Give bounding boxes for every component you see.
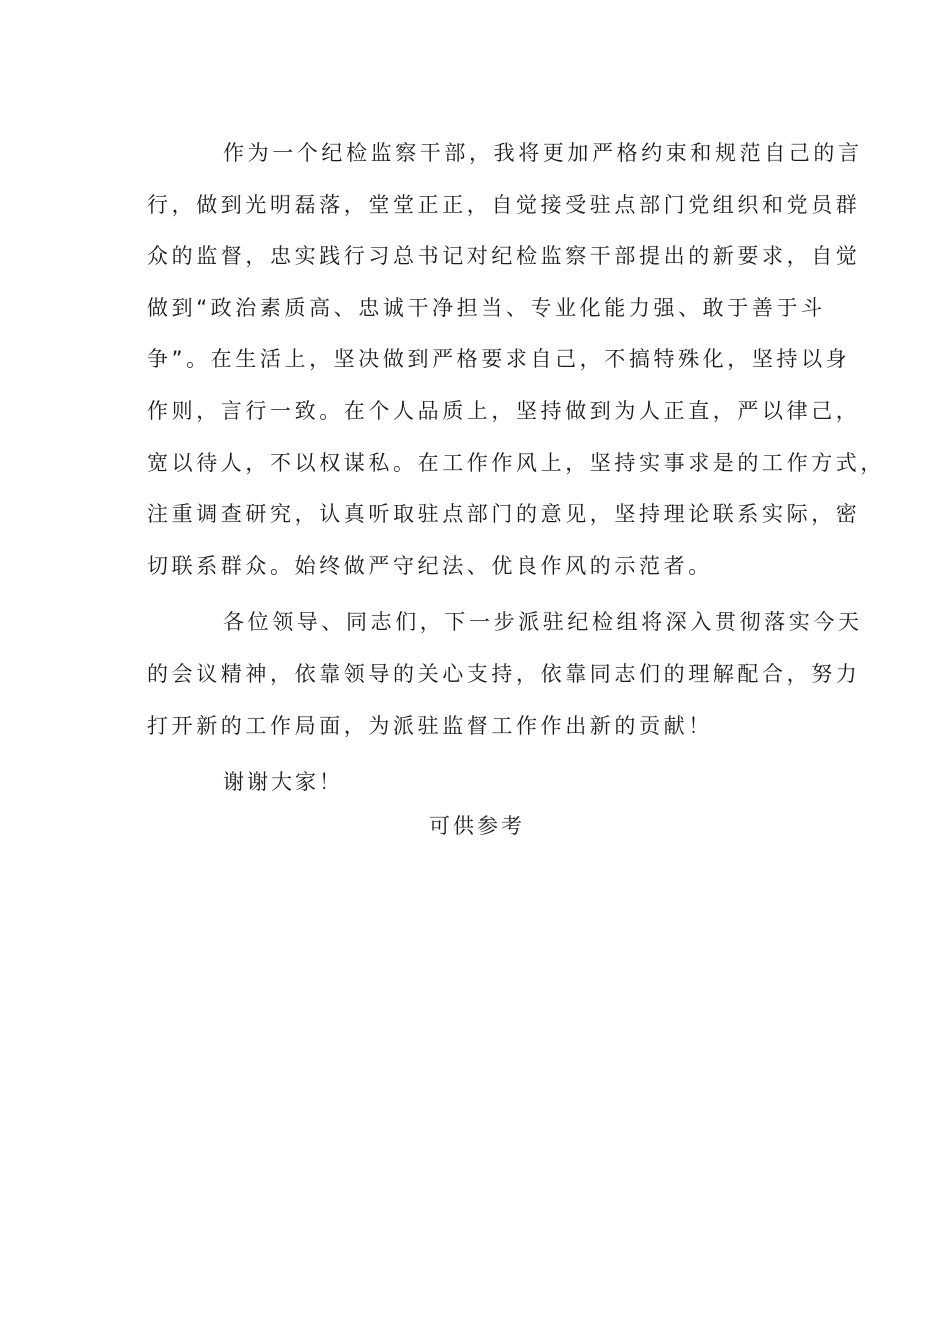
paragraph-line: 作为一个纪检监察干部，我将更加严格约束和规范自己的言	[223, 141, 863, 165]
paragraph-line: 做到“政治素质高、忠诚干净担当、专业化能力强、敢于善于斗	[147, 295, 826, 320]
paragraph-line: 注重调查研究，认真听取驻点部门的意见，坚持理论联系实际，密	[147, 502, 861, 527]
paragraph-line: 各位领导、同志们，下一步派驻纪检组将深入贯彻落实今天	[223, 610, 863, 635]
paragraph-line: 打开新的工作局面，为派驻监督工作作出新的贡献！	[147, 713, 713, 738]
paragraph-line: 作则，言行一致。在个人品质上，坚持做到为人正直，严以律己，	[147, 398, 861, 423]
paragraph-line: 争”。在生活上，坚决做到严格要求自己，不搞特殊化，坚持以身	[147, 347, 851, 372]
reference-note: 可供参考	[429, 814, 525, 838]
paragraph-line: 众的监督，忠实践行习总书记对纪检监察干部提出的新要求，自觉	[147, 244, 861, 269]
paragraph-line: 的会议精神，依靠领导的关心支持，依靠同志们的理解配合，努力	[147, 661, 861, 686]
closing-thanks: 谢谢大家！	[223, 770, 343, 795]
paragraph-line: 宽以待人，不以权谋私。在工作作风上，坚持实事求是的工作方式，	[147, 450, 885, 475]
paragraph-line: 切联系群众。始终做严守纪法、优良作风的示范者。	[147, 553, 713, 578]
document-body	[147, 128, 885, 809]
paragraph-2	[147, 597, 863, 752]
paragraph-1	[147, 128, 885, 592]
paragraph-line: 行，做到光明磊落，堂堂正正，自觉接受驻点部门党组织和党员群	[147, 192, 861, 217]
